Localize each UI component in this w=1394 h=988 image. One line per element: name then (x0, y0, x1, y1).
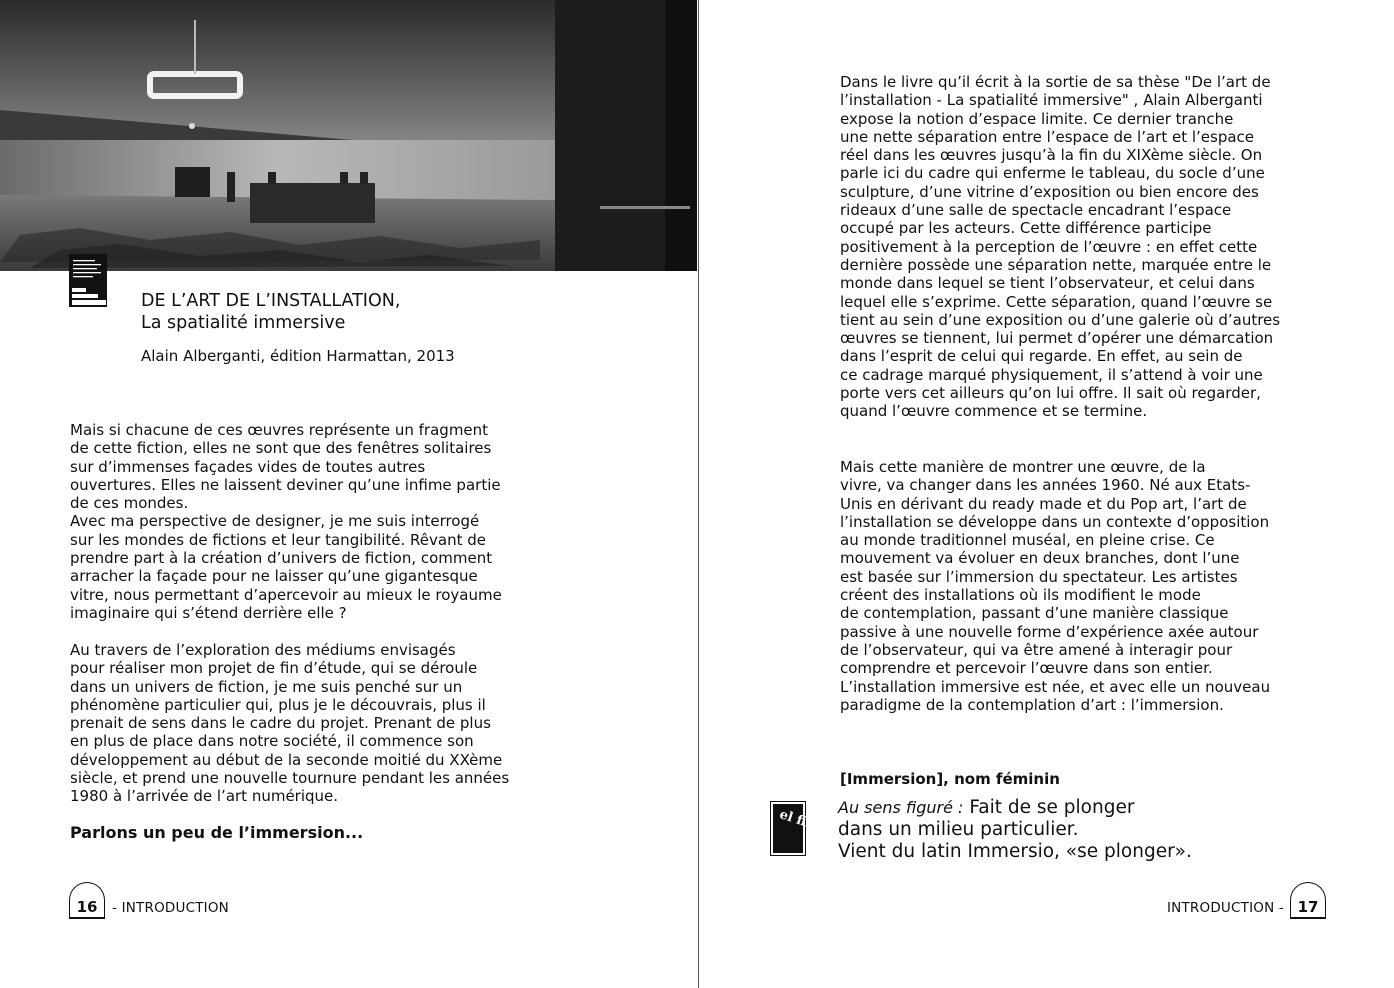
definition-line3: Vient du latin Immersio, «se plonger». (838, 841, 1192, 862)
text-line: une nette séparation entre l’espace de l’art et l’espace (840, 127, 1255, 146)
text-line: expose la notion d’espace limite. Ce dernier tranche (840, 109, 1234, 128)
text-line: imaginaire qui s’étend derrière elle ? (70, 603, 347, 622)
text-line: tient au sein d’une exposition ou d’une galerie où d’autres (840, 310, 1281, 329)
definition-line1 (838, 797, 1192, 819)
text-line: réel dans les œuvres jusqu’à la fin du XIXème siècle. On (840, 146, 1263, 165)
text-line: dans un univers de fiction, je me suis penché sur un (70, 677, 463, 696)
text-line: mouvement va évoluer en deux branches, dont l’une (840, 549, 1240, 568)
text-line: de contemplation, passant d’une manière classique (840, 604, 1229, 623)
definition-line2: dans un milieu particulier. (838, 819, 1079, 840)
running-head-right: INTRODUCTION - (1167, 900, 1284, 916)
folio-baseline-left (69, 917, 105, 919)
book-icon (69, 254, 107, 307)
text-line: est basée sur l’immersion du spectateur. Les artistes (840, 567, 1238, 586)
text-line: monde dans lequel se tient l’observateur, et celui dans (840, 274, 1255, 293)
text-line: l’installation se développe dans un contexte d’opposition (840, 512, 1270, 531)
text-line: arracher la façade pour ne laisser qu’une gigantesque (70, 567, 478, 586)
page-number-left: 16 (76, 898, 98, 916)
text-line: de cette fiction, elles ne sont que des fenêtres solitaires (70, 439, 492, 458)
page-number-badge-right (1290, 882, 1326, 918)
text-line: parle ici du cadre qui enferme le tableau, du socle d’une (840, 164, 1265, 183)
text-line: rideaux d’une salle de spectacle encadrant l’espace (840, 201, 1232, 220)
text-line: Avec ma perspective de designer, je me suis interrogé (70, 512, 480, 531)
text-line: phénomène particulier qui, plus je le découvrais, plus il (70, 695, 486, 714)
text-line: Au travers de l’exploration des médiums envisagés (70, 641, 456, 659)
right-paragraph-2 (840, 458, 1270, 714)
text-line: sur les mondes de fictions et leur tangibilité. Rêvant de (70, 530, 487, 549)
definition-label: Au sens figuré : (838, 798, 964, 817)
text-line: Dans le livre qu’il écrit à la sortie de sa thèse "De l’art de (840, 73, 1271, 91)
text-line: vivre, va changer dans les années 1960. Né aux Etats- (840, 476, 1251, 495)
left-paragraph-2 (70, 641, 509, 806)
text-line: prenait de sens dans le cadre du projet. Prenant de plus (70, 714, 491, 733)
folio-baseline-right (1290, 917, 1326, 919)
page-gutter (698, 0, 699, 988)
text-line: de l’observateur, qui va être amené à interagir pour (840, 640, 1233, 659)
text-line: passive à une nouvelle forme d’expérience axée autour (840, 622, 1259, 641)
text-line: Mais si chacune de ces œuvres représente un fragment (70, 421, 489, 439)
text-line: comprendre et percevoir l’œuvre dans son entier. (840, 659, 1213, 678)
text-line: dernière possède une séparation nette, marquée entre le (840, 255, 1272, 274)
text-line: créent des installations où ils modifient le mode (840, 586, 1201, 605)
text-line: 1980 à l’arrivée de l’art numérique. (70, 787, 339, 806)
text-line: dans l’esprit de celui qui regarde. En effet, au sein de (840, 347, 1243, 366)
text-line: vitre, nous permettant d’apercevoir au mieux le royaume (70, 585, 502, 604)
definition-text-1: Fait de se plonger (963, 797, 1135, 818)
book-title-line2: La spatialité immersive (141, 313, 346, 333)
book-author: Alain Alberganti, édition Harmattan, 2013 (141, 347, 455, 365)
closing-line: Parlons un peu de l’immersion... (70, 823, 364, 842)
text-line: ouvertures. Elles ne laissent deviner qu’une infime partie (70, 475, 501, 494)
text-line: occupé par les acteurs. Cette différence participe (840, 219, 1212, 238)
text-line: lequel elle s’exprime. Cette séparation, quand l’œuvre se (840, 292, 1273, 311)
text-line: porte vers cet ailleurs qu’on lui offre. Il sait où regarder, (840, 384, 1261, 403)
left-paragraph-1 (70, 421, 502, 622)
definition-heading: [Immersion], nom féminin (840, 770, 1060, 788)
text-line: œuvres se tiennent, lui permet d’opérer une démarcation (840, 329, 1274, 348)
text-line: siècle, et prend une nouvelle tournure pendant les années (70, 769, 510, 788)
text-line: Mais cette manière de montrer une œuvre, de la (840, 458, 1206, 476)
text-line: l’installation - La spatialité immersive" , Alain Alberganti (840, 91, 1263, 110)
text-line: au monde traditionnel muséal, en pleine crise. Ce (840, 531, 1215, 550)
text-line: L’installation immersive est née, et avec elle un nouveau (840, 677, 1271, 696)
text-line: quand l’œuvre commence et se termine. (840, 402, 1148, 421)
installation-photo (0, 0, 697, 271)
running-head-left: - INTRODUCTION (112, 900, 229, 916)
page-number-right: 17 (1297, 898, 1319, 916)
latin-dictionary-icon (770, 801, 839, 856)
text-line: prendre part à la création d’univers de fiction, comment (70, 549, 493, 568)
text-line: paradigme de la contemplation d’art : l’immersion. (840, 695, 1224, 714)
book-title (141, 290, 400, 334)
text-line: de ces mondes. (70, 494, 189, 513)
text-line: Unis en dérivant du ready made et du Pop art, l’art de (840, 494, 1247, 513)
icon-lettering: el fin ud (777, 807, 839, 840)
text-line: ce cadrage marqué physiquement, il s’attend à voir une (840, 365, 1263, 384)
text-line: sculpture, d’une vitrine d’exposition ou bien encore des (840, 182, 1259, 201)
text-line: en plus de place dans notre société, il commence son (70, 732, 474, 751)
book-title-line1: DE L’ART DE L’INSTALLATION, (141, 291, 401, 311)
page-number-badge-left (69, 882, 105, 918)
text-line: sur d’immenses façades vides de toutes autres (70, 457, 426, 476)
text-line: développement au début de la seconde moitié du XXème (70, 750, 503, 769)
definition-body (838, 797, 1192, 863)
right-paragraph-1 (840, 73, 1280, 421)
text-line: pour réaliser mon projet de fin d’étude, qui se déroule (70, 659, 478, 678)
text-line: positivement à la perception de l’œuvre : en effet cette (840, 237, 1258, 256)
